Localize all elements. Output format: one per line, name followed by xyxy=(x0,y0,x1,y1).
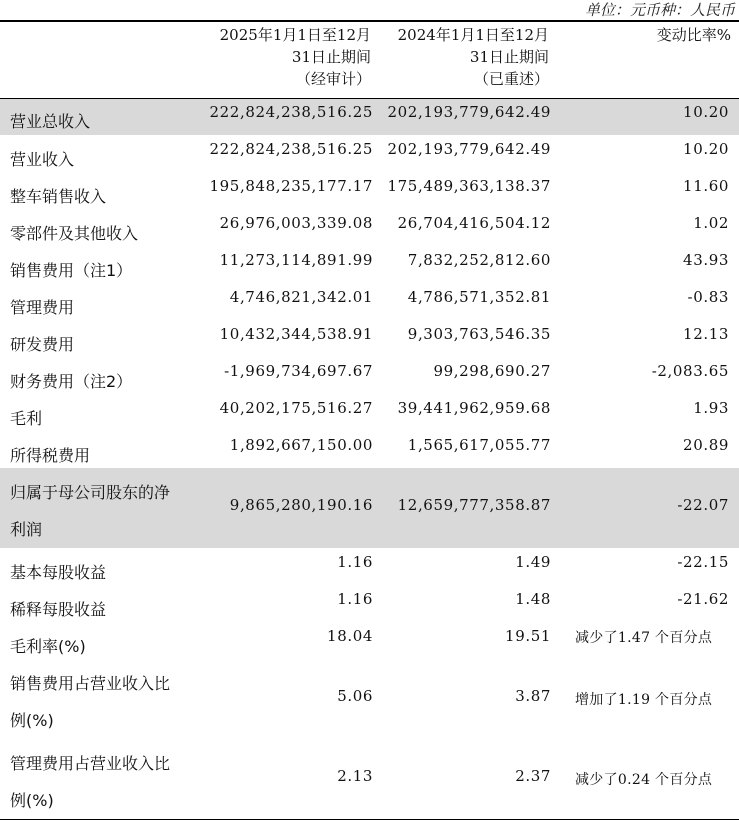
table-row-income-tax xyxy=(0,431,739,468)
value-2024: 26,704,416,504.12 xyxy=(397,214,551,232)
change-rate: -22.15 xyxy=(677,553,729,571)
header-item xyxy=(0,21,200,98)
table-row-total-revenue xyxy=(0,98,739,135)
header-line: （经审计） xyxy=(295,70,371,88)
value-2024: 1.49 xyxy=(515,553,551,571)
value-2024: 1,565,617,055.77 xyxy=(407,436,551,454)
value-2024: 202,193,779,642.49 xyxy=(387,140,551,158)
header-line: 31日止期间 xyxy=(291,48,371,66)
change-rate: 43.93 xyxy=(683,251,729,269)
value-2025: 10,432,344,538.91 xyxy=(219,325,373,343)
change-rate: 10.20 xyxy=(683,102,729,121)
row-label-line: 例(%) xyxy=(10,791,54,810)
row-label: 稀释每股收益 xyxy=(10,600,107,619)
change-rate: 20.89 xyxy=(683,436,729,454)
financial-summary-table xyxy=(0,20,739,820)
value-2024: 12,659,777,358.87 xyxy=(397,496,551,514)
value-2025: -1,969,734,697.67 xyxy=(224,362,373,380)
change-rate: -21.62 xyxy=(677,590,729,608)
value-2024: 7,832,252,812.60 xyxy=(407,251,551,269)
value-2024: 39,441,962,959.68 xyxy=(397,399,551,417)
table-row-revenue xyxy=(0,135,739,172)
table-header-row xyxy=(0,21,739,98)
row-label: 管理费用 xyxy=(10,298,75,317)
value-2025: 222,824,238,516.25 xyxy=(209,140,373,158)
value-2025: 9,865,280,190.16 xyxy=(229,496,373,514)
table-row-gross-profit xyxy=(0,394,739,431)
table-row-basic-eps xyxy=(0,548,739,585)
header-line: 2025年1月1日至12月 xyxy=(219,26,371,44)
value-2025: 5.06 xyxy=(337,687,373,705)
row-label-line: 销售费用占营业收入比 xyxy=(10,674,171,693)
row-label-line: 管理费用占营业收入比 xyxy=(10,754,171,773)
row-label-line: 利润 xyxy=(10,520,43,539)
row-label: 财务费用（注2） xyxy=(10,372,133,391)
row-label: 毛利率(%) xyxy=(10,637,86,656)
value-2025: 195,848,235,177.17 xyxy=(209,177,373,195)
row-label: 整车销售收入 xyxy=(10,187,107,206)
change-rate: -22.07 xyxy=(677,496,729,514)
change-note: 减少了1.47 个百分点 xyxy=(575,630,713,646)
value-2024: 175,489,363,138.37 xyxy=(387,177,551,195)
row-label: 毛利 xyxy=(10,409,43,428)
value-2024: 4,786,571,352.81 xyxy=(407,288,551,306)
row-label: 零部件及其他收入 xyxy=(10,224,139,243)
change-rate: 1.02 xyxy=(693,214,729,232)
table-row-diluted-eps xyxy=(0,585,739,622)
row-label-line: 归属于母公司股东的净 xyxy=(10,483,171,502)
table-row-net-profit-parent xyxy=(0,468,739,548)
change-note: 减少了0.24 个百分点 xyxy=(575,772,713,788)
value-2025: 2.13 xyxy=(337,767,373,785)
table-row-vehicle-sales xyxy=(0,172,739,209)
value-2025: 1.16 xyxy=(337,553,373,571)
value-2025: 222,824,238,516.25 xyxy=(209,102,373,121)
header-line: 2024年1月1日至12月 xyxy=(397,26,549,44)
value-2024: 2.37 xyxy=(515,767,551,785)
table-row-finance-expense xyxy=(0,357,739,394)
value-2025: 1.16 xyxy=(337,590,373,608)
table-row-admin-ratio xyxy=(0,739,739,820)
table-row-rd-expense xyxy=(0,320,739,357)
table-row-parts-other xyxy=(0,209,739,246)
row-label xyxy=(0,739,200,820)
value-2024: 1.48 xyxy=(515,590,551,608)
change-rate: 12.13 xyxy=(683,325,729,343)
header-period-2024 xyxy=(375,21,553,98)
row-label-line: 例(%) xyxy=(10,711,54,730)
value-2024: 3.87 xyxy=(515,687,551,705)
row-label: 研发费用 xyxy=(10,335,75,354)
change-rate: -0.83 xyxy=(687,288,729,306)
unit-note: 单位：元币种：人民币 xyxy=(584,1,735,19)
value-2025: 18.04 xyxy=(327,627,373,645)
row-label xyxy=(0,468,200,548)
change-rate: 1.93 xyxy=(693,399,729,417)
change-rate: 10.20 xyxy=(683,140,729,158)
change-rate: -2,083.65 xyxy=(651,362,729,380)
header-period-2025 xyxy=(200,21,375,98)
table-row-selling-expense xyxy=(0,246,739,283)
row-label: 基本每股收益 xyxy=(10,563,107,582)
value-2025: 11,273,114,891.99 xyxy=(219,251,373,269)
table-row-selling-ratio xyxy=(0,659,739,739)
change-rate: 11.60 xyxy=(683,177,729,195)
value-2025: 1,892,667,150.00 xyxy=(229,436,373,454)
row-label xyxy=(0,659,200,739)
value-2025: 40,202,175,516.27 xyxy=(219,399,373,417)
row-label: 营业收入 xyxy=(10,150,75,169)
header-line: 31日止期间 xyxy=(469,48,549,66)
header-line: （已重述） xyxy=(473,70,549,88)
value-2024: 99,298,690.27 xyxy=(433,362,551,380)
header-change-rate: 变动比率% xyxy=(656,26,731,44)
value-2024: 9,303,763,546.35 xyxy=(407,325,551,343)
value-2025: 4,746,821,342.01 xyxy=(229,288,373,306)
row-label: 所得税费用 xyxy=(10,446,91,465)
change-note: 增加了1.19 个百分点 xyxy=(575,692,713,708)
table-row-admin-expense xyxy=(0,283,739,320)
value-2024: 202,193,779,642.49 xyxy=(387,102,551,121)
value-2025: 26,976,003,339.08 xyxy=(219,214,373,232)
row-label: 销售费用（注1） xyxy=(10,261,133,280)
table-row-gross-margin xyxy=(0,622,739,659)
row-label: 营业总收入 xyxy=(10,111,91,131)
value-2024: 19.51 xyxy=(505,627,551,645)
